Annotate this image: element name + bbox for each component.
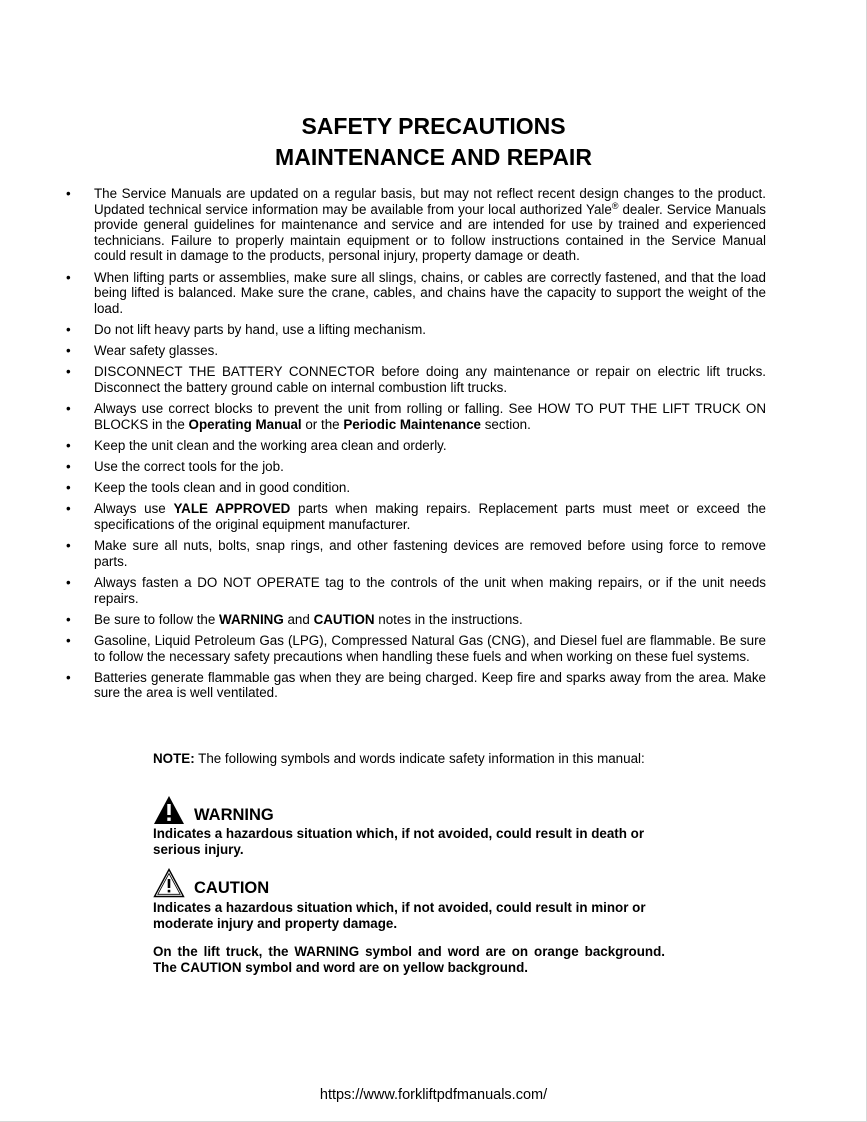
list-item: • Always use YALE APPROVED parts when making repairs. Replacement parts must meet or exceed the specifications of the original equipment manufacturer. [66, 501, 766, 533]
list-item: • Batteries generate flammable gas when they are being charged. Keep fire and sparks away from the area. Make sure the area is well ventilated. [66, 669, 766, 701]
operating-manual-ref: Operating Manual [188, 416, 302, 432]
bullet-icon: • [66, 669, 71, 685]
bullet-icon: • [66, 575, 71, 590]
bullet-icon: • [66, 632, 71, 648]
caution-heading [153, 866, 269, 898]
bullet-icon: • [66, 186, 71, 201]
list-item: • Always use correct blocks to prevent the unit from rolling or falling. See HOW TO PUT THE LIFT TRUCK ON BLOCKS in the Operating Manual or the Periodic Maintenance section. [66, 401, 766, 432]
list-item: • The Service Manuals are updated on a regular basis, but may not reflect recent design changes to the product. Updated technical service information may be available from your local authorized Yale® dealer. Service Manuals provide general guidelines for maintenance and service and are intended for use by trained and experienced technicians. Failure to properly maintain equipment or to follow instructions contained in the Service Manual could result in damage to the products, personal injury, property damage or death. [66, 186, 766, 264]
bullet-icon: • [66, 437, 71, 453]
list-item: • Make sure all nuts, bolts, snap rings, and other fastening devices are removed before using force to remove parts. [66, 538, 766, 569]
list-item: • Keep the unit clean and the working area clean and orderly. [66, 437, 447, 453]
bullet-icon: • [66, 459, 71, 475]
warning-description: Indicates a hazardous situation which, if not avoided, could result in death or serious injury. [153, 826, 645, 857]
bullet-icon: • [66, 611, 71, 627]
warning-triangle-icon [153, 795, 185, 825]
bullet-icon: • [66, 401, 71, 417]
bullet-icon: • [66, 343, 71, 359]
bullet-icon: • [66, 480, 71, 496]
warning-heading [153, 793, 274, 825]
note-paragraph [153, 751, 663, 767]
registered-mark: ® [611, 200, 619, 211]
page-title-line1: SAFETY PRECAUTIONS [301, 113, 566, 139]
bullet-icon: • [66, 364, 71, 380]
list-item: • Use the correct tools for the job. [66, 459, 284, 475]
warning-emphasis: WARNING [219, 611, 284, 627]
list-item: • Wear safety glasses. [66, 343, 219, 359]
periodic-maintenance-ref: Periodic Maintenance [343, 416, 481, 432]
note-label: NOTE: [153, 751, 195, 766]
bullet-icon: • [66, 321, 71, 337]
caution-triangle-icon [153, 868, 185, 898]
caution-word: CAUTION [194, 879, 270, 897]
note-text: The following symbols and words indicate safety information in this manual: [194, 751, 645, 766]
yale-approved-emphasis: YALE APPROVED [173, 501, 291, 517]
footer-url-link[interactable]: https://www.forkliftpdfmanuals.com/ [319, 1087, 548, 1103]
bullet-icon: • [66, 501, 71, 517]
bullet-icon: • [66, 538, 71, 554]
list-item: • When lifting parts or assemblies, make sure all slings, chains, or cables are correctly fastened, and that the load being lifted is balanced. Make sure the crane, cables, and chains have the capacity to support the weight of the load. [66, 269, 766, 316]
list-item: • Keep the tools clean and in good condition. [66, 480, 351, 496]
page-title-line2: MAINTENANCE AND REPAIR [275, 144, 592, 170]
list-item: • Gasoline, Liquid Petroleum Gas (LPG), Compressed Natural Gas (CNG), and Diesel fuel are flammable. Be sure to follow the necessary safety precautions when handling these fuels and when working on these fuel systems. [66, 632, 766, 664]
warning-word: WARNING [194, 806, 274, 824]
caution-emphasis: CAUTION [313, 611, 375, 627]
list-item: • Be sure to follow the WARNING and CAUTION notes in the instructions. [66, 611, 523, 627]
safety-precautions-list [66, 186, 766, 707]
background-color-note: On the lift truck, the WARNING symbol and word are on orange background. The CAUTION symbol and word are on yellow background. [153, 944, 665, 975]
list-item: • Always fasten a DO NOT OPERATE tag to the controls of the unit when making repairs, or if the unit needs repairs. [66, 575, 766, 606]
list-item: • Do not lift heavy parts by hand, use a lifting mechanism. [66, 321, 426, 337]
caution-description: Indicates a hazardous situation which, if not avoided, could result in minor or moderate injury and property damage. [153, 900, 646, 931]
list-item: • DISCONNECT THE BATTERY CONNECTOR before doing any maintenance or repair on electric lift trucks. Disconnect the battery ground cable on internal combustion lift trucks. [66, 364, 766, 395]
bullet-icon: • [66, 269, 71, 285]
